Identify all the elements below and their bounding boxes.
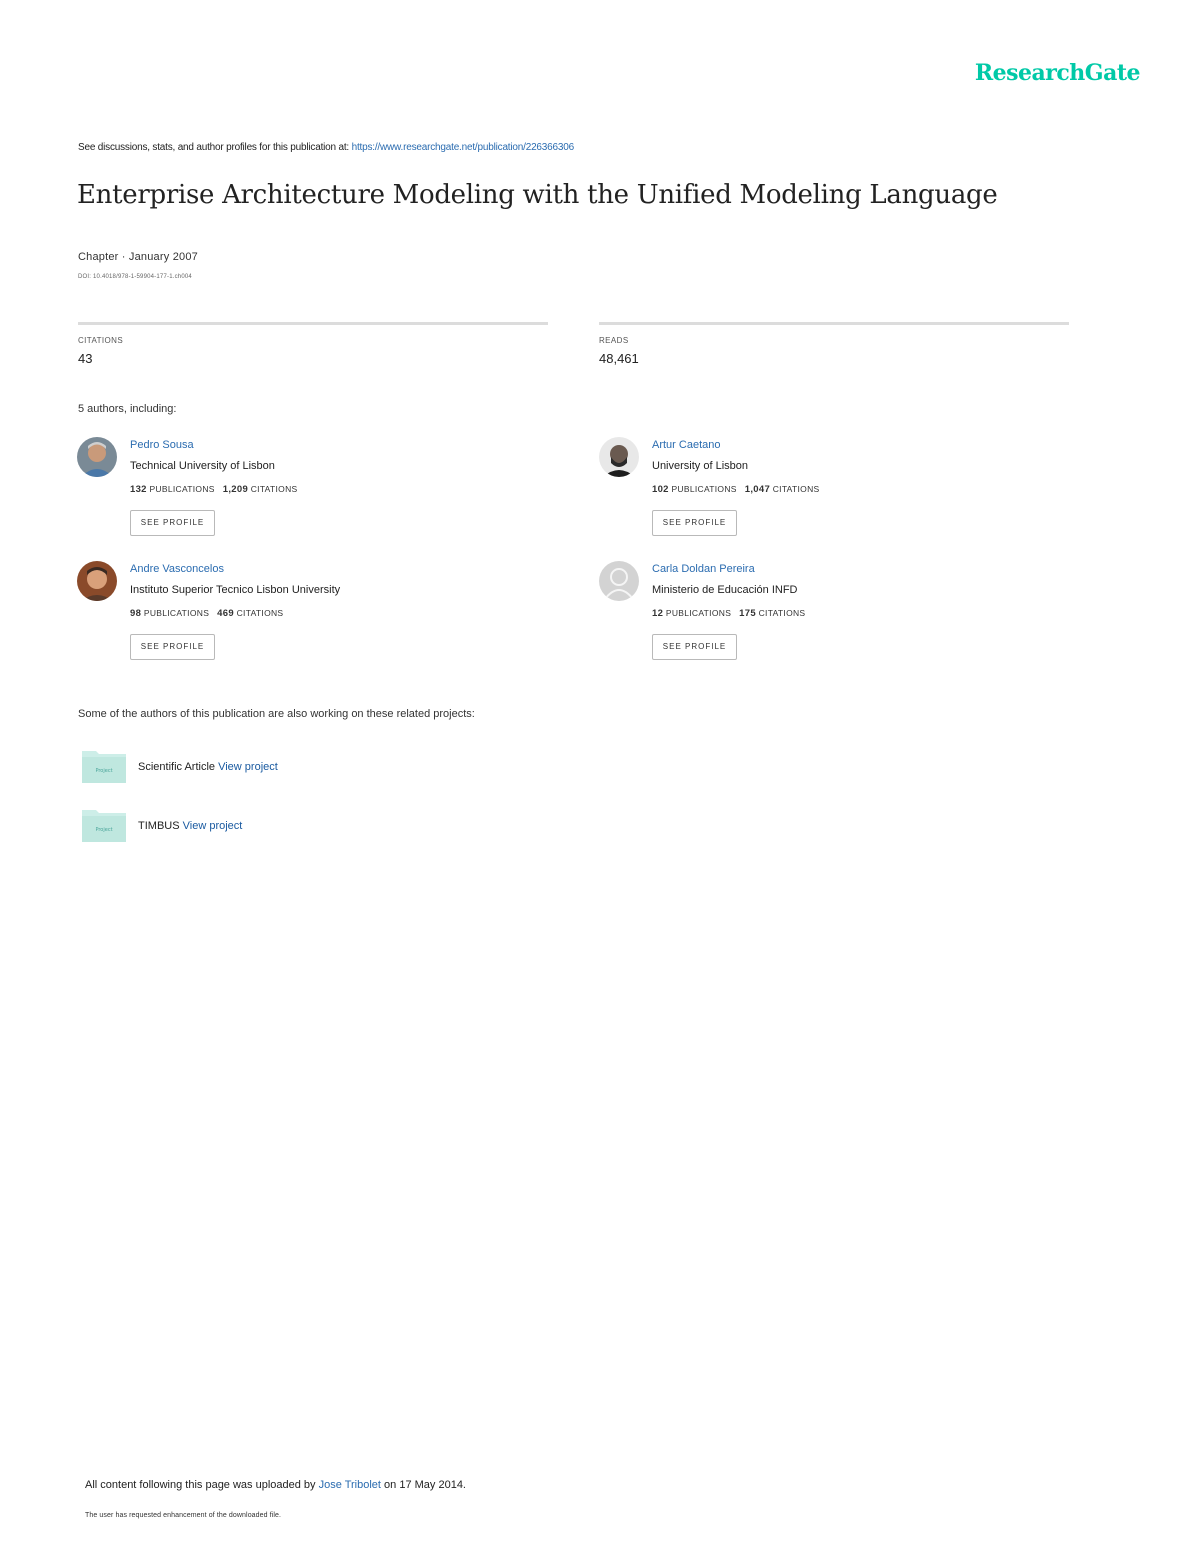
author-name-link[interactable]: Pedro Sousa — [130, 439, 194, 451]
project-text — [138, 820, 242, 832]
author-stats: 102 PUBLICATIONS 1,047 CITATIONS — [652, 484, 820, 495]
download-disclaimer: The user has requested enhancement of the downloaded file. — [85, 1512, 282, 1519]
publication-meta: Chapter · January 2007 — [78, 251, 198, 263]
reads-value: 48,461 — [599, 351, 639, 366]
author-stats: 132 PUBLICATIONS 1,209 CITATIONS — [130, 484, 298, 495]
reads-divider — [599, 322, 1069, 325]
author-institution: University of Lisbon — [652, 460, 748, 472]
author-name-link[interactable]: Andre Vasconcelos — [130, 563, 224, 575]
publication-doi: DOI: 10.4018/978-1-59904-177-1.ch004 — [78, 274, 192, 280]
projects-heading: Some of the authors of this publication are also working on these related projects: — [78, 708, 475, 720]
citations-divider — [78, 322, 548, 325]
reads-label: READS — [599, 336, 629, 345]
uploader-link[interactable]: Jose Tribolet — [318, 1479, 381, 1491]
uploaded-suffix: on 17 May 2014. — [380, 1479, 466, 1491]
avatar[interactable] — [77, 561, 117, 601]
author-photo-icon — [77, 561, 117, 601]
author-name-link[interactable]: Artur Caetano — [652, 439, 721, 451]
default-user-icon — [599, 561, 639, 601]
author-photo-icon — [77, 437, 117, 477]
project-text — [138, 761, 278, 773]
project-item — [82, 749, 482, 785]
author-stats: 12 PUBLICATIONS 175 CITATIONS — [652, 608, 806, 619]
project-name: Scientific Article — [138, 761, 216, 773]
researchgate-logo[interactable]: ResearchGate — [974, 60, 1140, 86]
citations-value: 43 — [78, 351, 93, 366]
author-stats: 98 PUBLICATIONS 469 CITATIONS — [130, 608, 284, 619]
avatar[interactable] — [599, 437, 639, 477]
project-folder-icon — [82, 749, 126, 783]
uploaded-prefix: All content following this page was uploaded by — [85, 1479, 319, 1491]
publication-url-link[interactable]: https://www.researchgate.net/publication/226366306 — [351, 142, 574, 153]
author-card — [599, 561, 1069, 671]
author-photo-icon — [599, 437, 639, 477]
author-institution: Ministerio de Educación INFD — [652, 584, 798, 596]
author-card — [77, 437, 547, 547]
author-name-link[interactable]: Carla Doldan Pereira — [652, 563, 755, 575]
uploaded-by-line — [85, 1479, 466, 1491]
author-card — [77, 561, 547, 671]
view-project-link[interactable]: View project — [218, 761, 278, 773]
avatar[interactable] — [599, 561, 639, 601]
view-project-link[interactable]: View project — [182, 820, 243, 832]
project-item — [82, 808, 482, 844]
see-discussions-text: See discussions, stats, and author profiles for this publication at: — [78, 142, 352, 153]
author-institution: Technical University of Lisbon — [130, 460, 275, 472]
publication-title: Enterprise Architecture Modeling with the Unified Modeling Language — [77, 180, 998, 210]
see-discussions-line — [78, 142, 574, 153]
author-card — [599, 437, 1069, 547]
project-name: TIMBUS — [138, 820, 180, 832]
see-profile-button[interactable]: SEE PROFILE — [130, 634, 215, 660]
avatar[interactable] — [77, 437, 117, 477]
see-profile-button[interactable]: SEE PROFILE — [652, 510, 737, 536]
svg-text:Project: Project — [95, 768, 113, 774]
see-profile-button[interactable]: SEE PROFILE — [130, 510, 215, 536]
svg-text:Project: Project — [95, 827, 113, 833]
see-profile-button[interactable]: SEE PROFILE — [652, 634, 737, 660]
authors-heading: 5 authors, including: — [78, 403, 177, 415]
project-folder-icon — [82, 808, 126, 842]
citations-label: CITATIONS — [78, 336, 124, 345]
author-institution: Instituto Superior Tecnico Lisbon University — [130, 584, 341, 596]
